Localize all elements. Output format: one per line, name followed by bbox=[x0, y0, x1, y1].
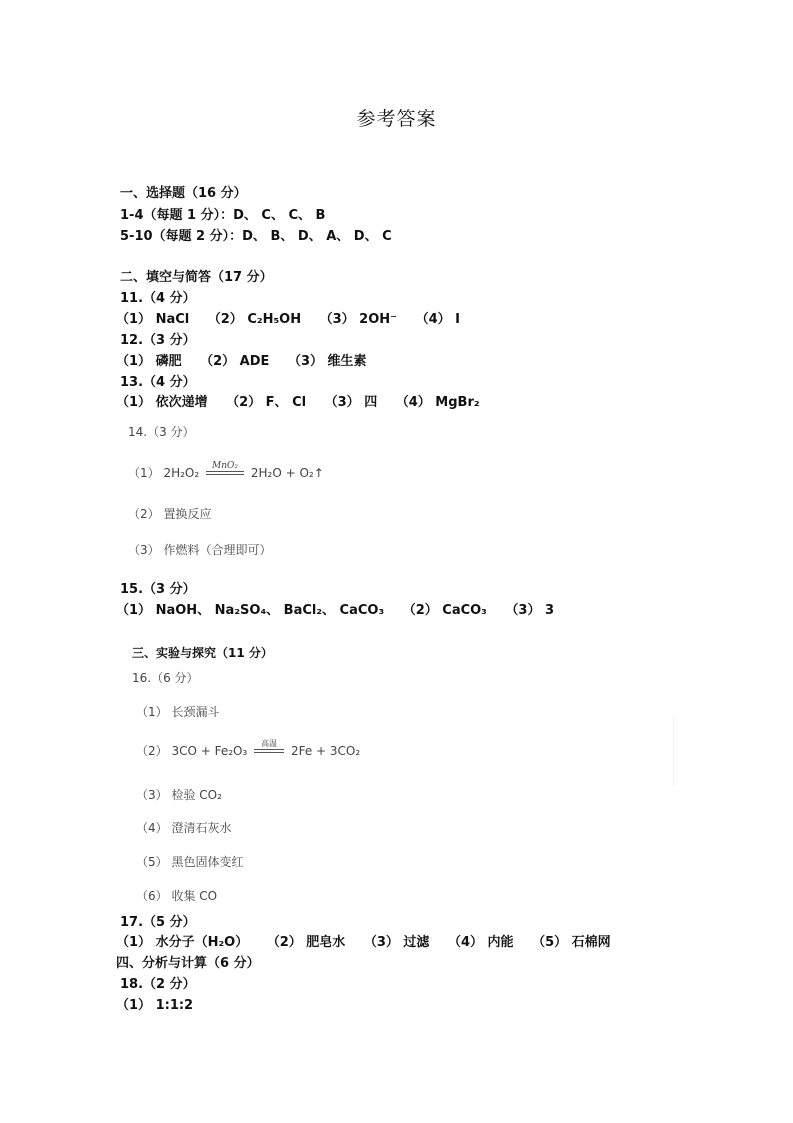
section-1-heading: 一、选择题（16 分） bbox=[120, 186, 247, 201]
q18-heading: 18.（2 分） bbox=[120, 977, 196, 992]
q14-answer-3: （3） 作燃料（合理即可） bbox=[128, 543, 272, 557]
row-answers: D、 B、 D、 A、 D、 C bbox=[242, 229, 392, 244]
equals-sign bbox=[254, 749, 284, 753]
section-2-heading: 二、填空与简答（17 分） bbox=[120, 270, 273, 285]
page-title: 参考答案 bbox=[356, 108, 437, 130]
q16-answer-5: （5） 黑色固体变红 bbox=[136, 855, 244, 869]
answer-item: （2） 肥皂水 bbox=[266, 935, 346, 950]
answer-row-1-4 bbox=[120, 204, 325, 223]
q15-answers bbox=[116, 599, 554, 618]
section-3-heading: 三、实验与探究（11 分） bbox=[132, 646, 273, 660]
q14-answer-2: （2） 置换反应 bbox=[128, 507, 212, 521]
q12-heading: 12.（3 分） bbox=[120, 333, 196, 348]
answer-item: （1） 磷肥 bbox=[116, 354, 182, 369]
answer-item: （3） 3 bbox=[505, 603, 555, 618]
row-label: 5-10（每题 2 分）： bbox=[120, 229, 243, 244]
row-label: 1-4（每题 1 分）： bbox=[120, 208, 234, 223]
answer-item: （2） ADE bbox=[200, 354, 270, 369]
reaction-arrow-with-catalyst bbox=[206, 461, 244, 475]
answer-item: （4） 内能 bbox=[447, 935, 514, 950]
row-answers: D、 C、 C、 B bbox=[233, 208, 326, 223]
answer-item: （4） I bbox=[415, 312, 460, 327]
q14-answer-1-equation bbox=[128, 460, 324, 481]
answer-item: （2） F、 Cl bbox=[226, 395, 307, 410]
answer-item: （2） C₂H₅OH bbox=[207, 312, 302, 327]
condition-label: 高温 bbox=[261, 738, 278, 748]
reaction-arrow-with-condition bbox=[254, 739, 284, 753]
q11-heading: 11.（4 分） bbox=[120, 291, 196, 306]
answer-item: （2） CaCO₃ bbox=[402, 603, 487, 618]
q16-answer-1: （1） 长颈漏斗 bbox=[136, 705, 220, 719]
answer-item: （1） NaOH、 Na₂SO₄、 BaCl₂、 CaCO₃ bbox=[116, 603, 385, 618]
answer-item: （4） MgBr₂ bbox=[395, 395, 480, 410]
q12-answers bbox=[116, 350, 367, 369]
equals-sign bbox=[206, 471, 244, 475]
q16-heading: 16.（6 分） bbox=[132, 671, 199, 685]
q16-answer-6: （6） 收集 CO bbox=[136, 889, 218, 903]
answer-item: （1） 依次递增 bbox=[116, 395, 208, 410]
q16-answer-4: （4） 澄清石灰水 bbox=[136, 821, 232, 835]
scan-artifact-line bbox=[673, 716, 674, 786]
catalyst-label: MnO₂ bbox=[212, 460, 239, 471]
equation-reactants: （1） 2H₂O₂ bbox=[128, 466, 200, 480]
q17-heading: 17.（5 分） bbox=[120, 915, 196, 930]
answer-row-5-10 bbox=[120, 225, 392, 244]
q18-answer-1: （1） 1:1:2 bbox=[116, 998, 194, 1013]
answer-item: （3） 过滤 bbox=[363, 935, 430, 950]
q15-heading: 15.（3 分） bbox=[120, 582, 196, 597]
q16-answer-3: （3） 检验 CO₂ bbox=[136, 788, 222, 802]
q14-heading: 14.（3 分） bbox=[128, 425, 195, 439]
answer-item: （3） 维生素 bbox=[287, 354, 367, 369]
q13-heading: 13.（4 分） bbox=[120, 375, 196, 390]
equation-products: 2Fe + 3CO₂ bbox=[290, 744, 361, 758]
q17-answers bbox=[116, 931, 611, 950]
section-4-heading: 四、分析与计算（6 分） bbox=[116, 956, 260, 971]
equation-products: 2H₂O + O₂↑ bbox=[250, 466, 324, 480]
q13-answers bbox=[116, 391, 480, 410]
equation-reactants: （2） 3CO + Fe₂O₃ bbox=[136, 744, 248, 758]
answer-item: （1） 水分子（H₂O） bbox=[116, 935, 249, 950]
answer-item: （5） 石棉网 bbox=[532, 935, 611, 950]
q11-answers bbox=[116, 308, 460, 327]
answer-item: （1） NaCl bbox=[116, 312, 190, 327]
q16-answer-2-equation bbox=[136, 738, 361, 759]
answer-item: （3） 2OH⁻ bbox=[319, 312, 398, 327]
answer-item: （3） 四 bbox=[324, 395, 378, 410]
